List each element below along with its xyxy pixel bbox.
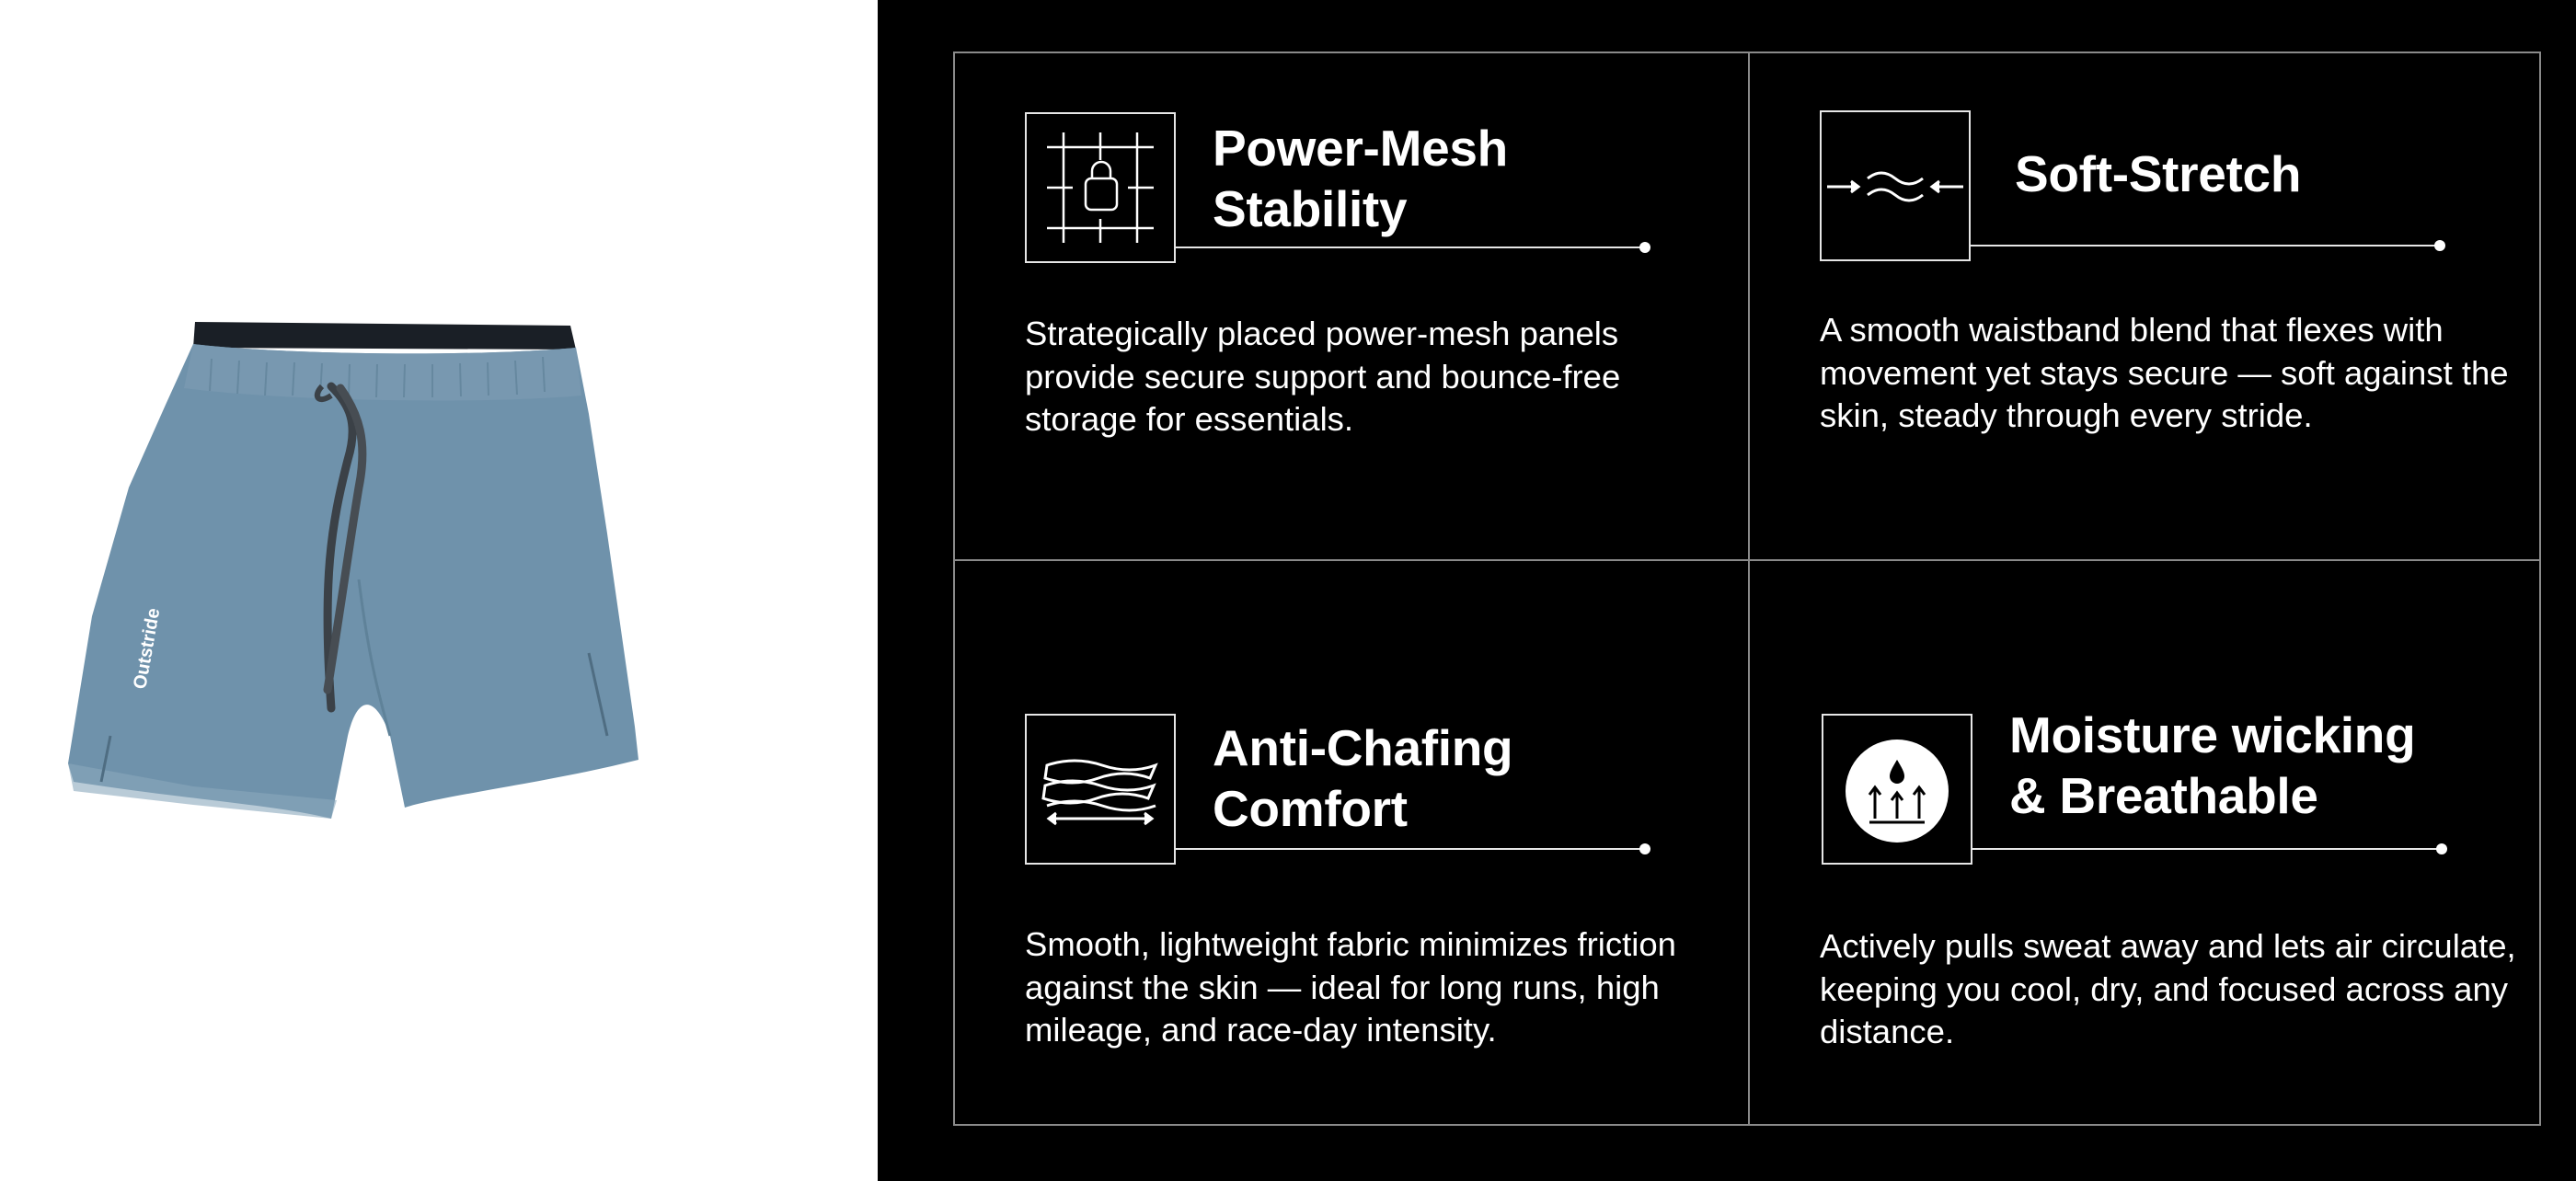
feature-card-power-mesh: [955, 53, 1748, 559]
features-panel: [878, 0, 2576, 1181]
product-image-panel: [0, 0, 878, 1181]
feature-card-anti-chafing: [955, 561, 1748, 1126]
feature-title: Moisture wicking & Breathable: [2009, 706, 2416, 824]
feature-description: Smooth, lightweight fabric minimizes friction against the skin — ideal for long runs, high mileage, and race-day intensity.: [1025, 925, 1676, 1049]
stretch-waves-icon: [1820, 110, 1971, 261]
feature-card-moisture-wicking: [1750, 561, 2543, 1126]
brand-logo: Outstride: [130, 606, 165, 691]
moisture-arrows-icon: [1822, 714, 1972, 865]
mesh-grid-lock-icon: [1025, 112, 1176, 263]
feature-title: Anti-Chafing Comfort: [1213, 719, 1513, 837]
feature-title: Soft-Stretch: [2015, 145, 2302, 202]
feature-description: A smooth waistband blend that flexes with movement yet stays secure — soft against the skin, steady through every stride.: [1820, 311, 2509, 434]
fabric-layers-icon: [1025, 714, 1176, 865]
features-grid: [953, 52, 2541, 1126]
title-underline: [1176, 247, 1645, 248]
title-underline: [1971, 245, 2440, 247]
title-underline: [1972, 848, 2442, 850]
underline-dot: [1639, 843, 1650, 854]
feature-card-soft-stretch: [1750, 53, 2543, 559]
running-shorts-image: [55, 304, 782, 874]
underline-dot: [2434, 240, 2445, 251]
underline-dot: [2436, 843, 2447, 854]
underline-dot: [1639, 242, 1650, 253]
title-underline: [1176, 848, 1645, 850]
feature-description: Strategically placed power-mesh panels provide secure support and bounce-free storage for essentials.: [1025, 315, 1621, 438]
feature-title: Power-Mesh Stability: [1213, 120, 1508, 237]
feature-description: Actively pulls sweat away and lets air circulate, keeping you cool, dry, and focused across any distance.: [1820, 927, 2516, 1050]
